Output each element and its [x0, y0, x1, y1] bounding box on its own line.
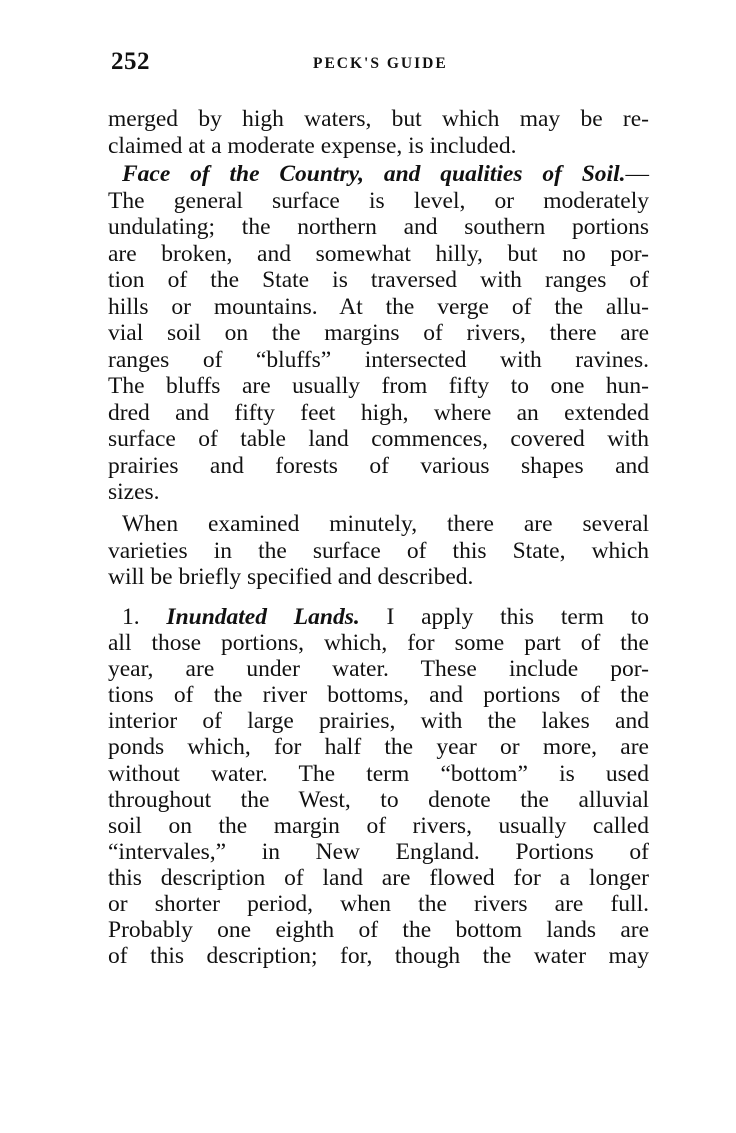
item-number: 1. — [122, 604, 140, 630]
text-line: sizes. — [108, 479, 160, 505]
text-line: without water. The term “bottom” is used — [108, 760, 649, 787]
text-line: The general surface is level, or moderately — [108, 187, 649, 214]
text-line: ponds which, for half the year or more, are — [108, 734, 649, 761]
text-line: merged by high waters, but which may be re- — [108, 106, 649, 132]
text-line: claimed at a moderate expense, is included. — [108, 132, 517, 159]
text-line: soil on the margin of rivers, usually called — [108, 812, 649, 839]
paragraph-inundated-lands — [108, 604, 649, 969]
em-dash: — — [625, 161, 649, 187]
text-line: of this description; for, though the water may — [108, 943, 649, 970]
text-line: year, are under water. These include por- — [108, 656, 649, 683]
text-line — [108, 161, 649, 188]
paragraph-face-of-country — [108, 161, 649, 506]
paragraph-varieties — [108, 511, 649, 591]
text-line: ranges of “bluffs” intersected with ravines. — [108, 346, 649, 373]
text-line: The bluffs are usually from fifty to one hun- — [108, 373, 649, 399]
text-line: are broken, and somewhat hilly, but no por- — [108, 240, 649, 267]
text-line: hills or mountains. At the verge of the allu- — [108, 293, 649, 320]
text-line: vial soil on the margins of rivers, there are — [108, 320, 649, 346]
text-line — [108, 604, 649, 630]
text-line: or shorter period, when the rivers are full. — [108, 891, 649, 918]
text-line: prairies and forests of various shapes and — [108, 452, 649, 479]
page-number: 252 — [111, 48, 150, 75]
text-line: will be briefly specified and described. — [108, 564, 474, 590]
text-line: undulating; the northern and southern portions — [108, 214, 649, 240]
text-line: surface of table land commences, covered with — [108, 426, 649, 452]
text-line: interior of large prairies, with the lakes and — [108, 708, 649, 735]
text-line: this description of land are flowed for a longer — [108, 864, 649, 891]
section-heading: Inundated Lands. — [166, 604, 360, 630]
text-line: varieties in the surface of this State, which — [108, 537, 649, 564]
text-line: dred and fifty feet high, where an extended — [108, 399, 649, 426]
section-heading: Face of the Country, and qualities of Soil. — [122, 161, 626, 187]
text-line: tion of the State is traversed with ranges of — [108, 267, 649, 293]
text-line: “intervales,” in New England. Portions of — [108, 838, 649, 865]
text-run: I apply this term to — [359, 604, 649, 630]
text-line: throughout the West, to denote the alluvial — [108, 786, 649, 813]
text-line: all those portions, which, for some part of the — [108, 630, 649, 657]
text-line: Probably one eighth of the bottom lands are — [108, 917, 649, 944]
paragraph-continuation — [108, 106, 649, 159]
text-line: When examined minutely, there are several — [122, 511, 649, 537]
text-line: tions of the river bottoms, and portions of the — [108, 682, 649, 709]
running-title: PECK'S GUIDE — [313, 55, 448, 72]
